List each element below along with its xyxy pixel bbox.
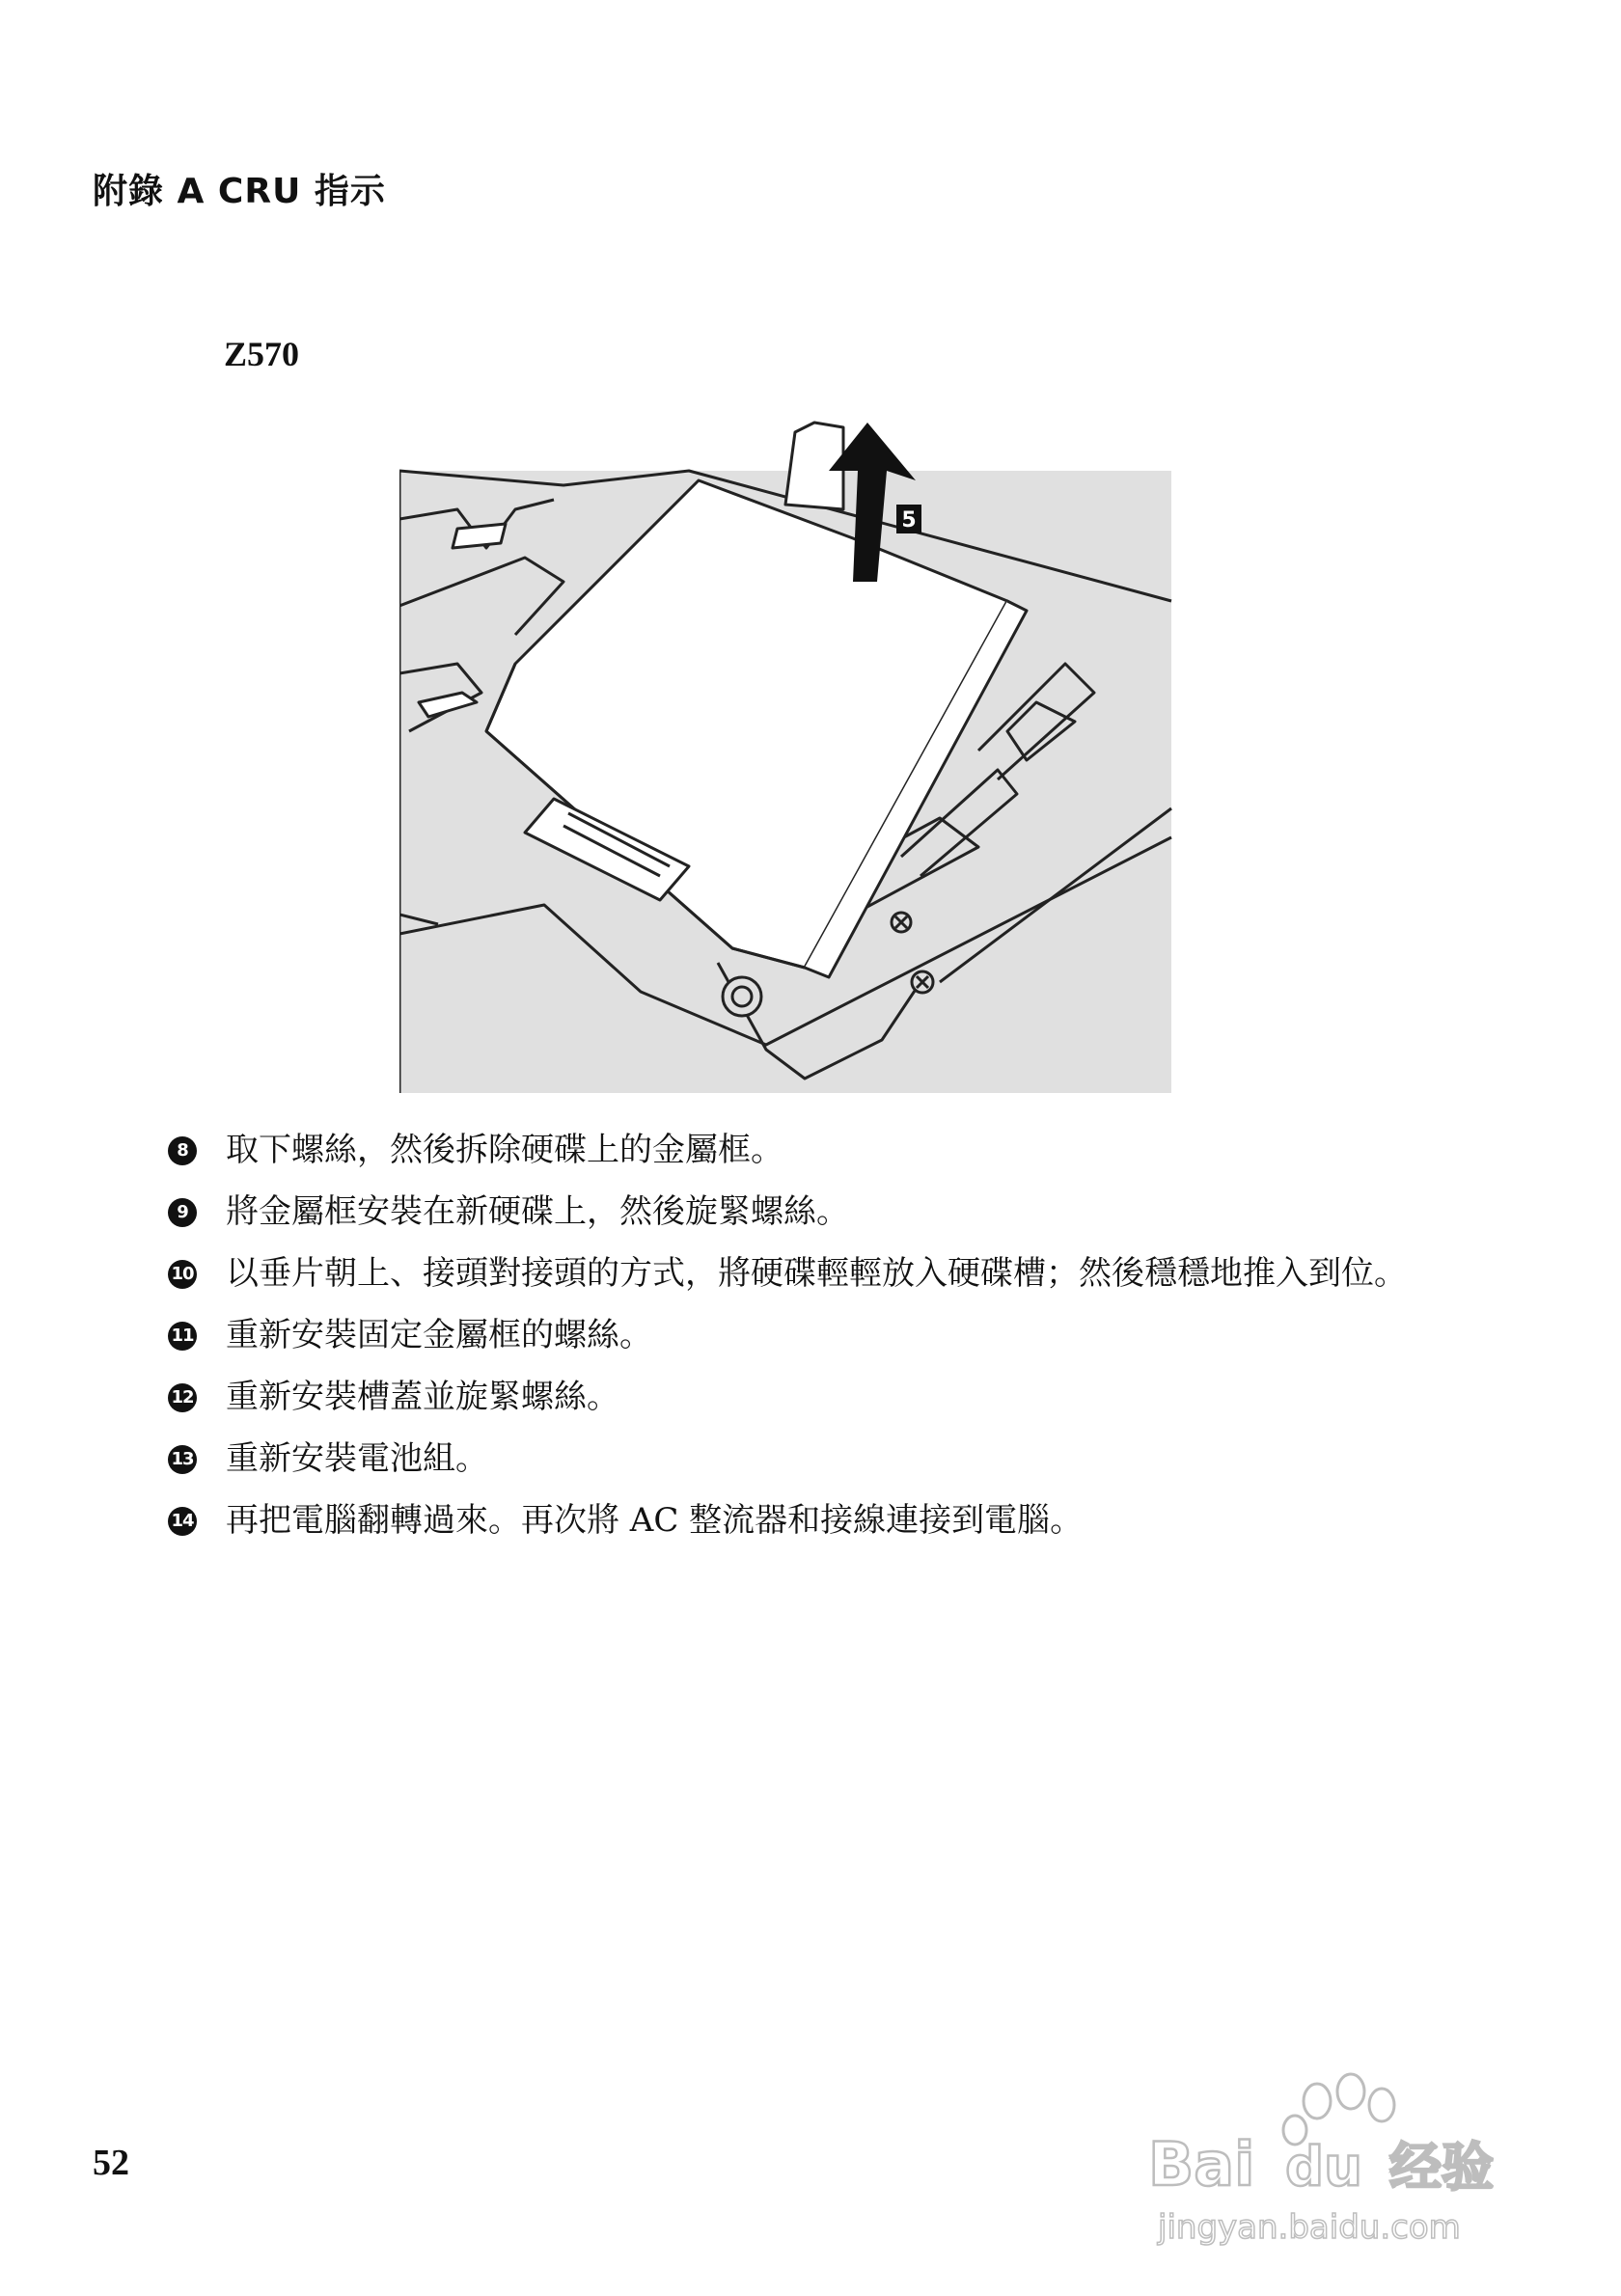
hard-drive-illustration	[399, 413, 1181, 1096]
baidu-jingyan-watermark	[1129, 2064, 1553, 2257]
step-item	[162, 1309, 1513, 1361]
instruction-list	[162, 1124, 1513, 1556]
step-text: 以垂片朝上、接頭對接頭的方式，將硬碟輕輕放入硬碟槽；然後穩穩地推入到位。	[226, 1254, 1407, 1293]
step-number-bullet: 10	[168, 1260, 197, 1289]
watermark-cn: 经验	[1389, 2137, 1494, 2198]
watermark-brand: Bai	[1148, 2129, 1255, 2200]
step-item	[162, 1371, 1513, 1423]
callout-number: 5	[901, 508, 917, 533]
step-number-bullet: 8	[168, 1136, 197, 1165]
step-text: 重新安裝固定金屬框的螺絲。	[226, 1316, 652, 1354]
step-number-bullet: 9	[168, 1198, 197, 1227]
step-number-bullet: 11	[168, 1322, 197, 1351]
step-item	[162, 1433, 1513, 1485]
step-item	[162, 1186, 1513, 1238]
step-text: 取下螺絲，然後拆除硬碟上的金屬框。	[226, 1131, 783, 1169]
step-text: 再把電腦翻轉過來。再次將 AC 整流器和接線連接到電腦。	[226, 1501, 1084, 1540]
step-number-bullet: 13	[168, 1445, 197, 1474]
step-item	[162, 1494, 1513, 1546]
watermark-url: jingyan.baidu.com	[1158, 2208, 1461, 2247]
step-text: 將金屬框安裝在新硬碟上，然後旋緊螺絲。	[226, 1192, 849, 1231]
step-text: 重新安裝槽蓋並旋緊螺絲。	[226, 1378, 619, 1416]
step-item	[162, 1247, 1513, 1299]
step-number-bullet: 12	[168, 1383, 197, 1412]
step-text: 重新安裝電池組。	[226, 1439, 488, 1478]
page-number: 52	[93, 2143, 129, 2183]
model-label: Z570	[224, 335, 300, 373]
step-number-bullet: 14	[168, 1507, 197, 1536]
watermark-brand2: du	[1285, 2136, 1362, 2199]
page-header: 附錄 A CRU 指示	[93, 172, 386, 211]
step-item	[162, 1124, 1513, 1176]
